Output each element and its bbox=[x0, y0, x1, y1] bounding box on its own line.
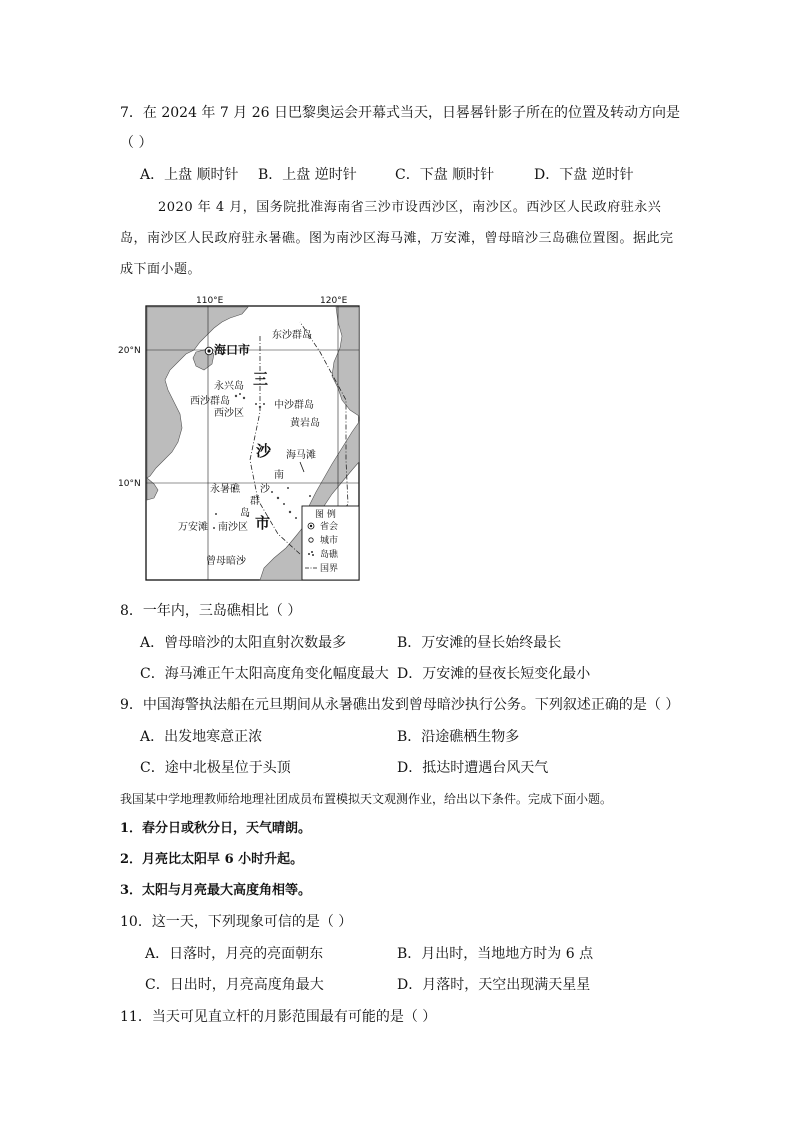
place-yongxing: 永兴岛 bbox=[214, 381, 244, 392]
place-wanan: 万安滩 bbox=[178, 522, 208, 533]
big-char-shi: 市 bbox=[255, 514, 271, 532]
place-haikou: 海口市 bbox=[214, 343, 251, 357]
q9-option-a[interactable]: A．出发地寒意正浓 bbox=[140, 729, 263, 745]
q10-option-a[interactable]: A．日落时，月亮的亮面朝东 bbox=[145, 946, 324, 962]
q9-option-c[interactable]: C．途中北极星位于头顶 bbox=[140, 760, 291, 776]
place-zhongsha: 中沙群岛 bbox=[274, 400, 314, 411]
haikou-capital-icon bbox=[205, 347, 213, 355]
q10-option-d[interactable]: D．月落时，天空出现满天星星 bbox=[397, 977, 591, 993]
q8-option-a[interactable]: A．曾母暗沙的太阳直射次数最多 bbox=[140, 635, 347, 651]
nansha-char-1: 南 bbox=[274, 470, 284, 481]
place-haima: 海马滩 bbox=[286, 450, 316, 461]
place-yongshu: 永暑礁 bbox=[210, 484, 240, 495]
q7-stem-line2: （ ） bbox=[120, 135, 153, 151]
q7-stem-line1: 7．在 2024 年 7 月 26 日巴黎奥运会开幕式当天，日晷晷针影子所在的位置及转动方向是 bbox=[120, 105, 680, 121]
place-xisha-qu: 西沙区 bbox=[214, 408, 244, 419]
q9-option-b[interactable]: B．沿途礁栖生物多 bbox=[397, 729, 520, 745]
legend-city: 城市 bbox=[320, 536, 339, 546]
big-char-sha: 沙 bbox=[256, 442, 272, 460]
nansha-char-3: 群 bbox=[250, 496, 260, 507]
intro2-paragraph: 我国某中学地理教师给地理社团成员布置模拟天文观测作业，给出以下条件。完成下面小题。 bbox=[120, 792, 613, 806]
place-zengmu: 曾母暗沙 bbox=[206, 556, 246, 567]
legend-reef: 岛礁 bbox=[320, 550, 339, 560]
q8-option-c[interactable]: C．海马滩正午太阳高度角变化幅度最大 bbox=[140, 666, 389, 682]
q10-option-b[interactable]: B．月出时，当地地方时为 6 点 bbox=[397, 946, 594, 962]
q9-stem: 9．中国海警执法船在元旦期间从永暑礁出发到曾母暗沙执行公务。下列叙述正确的是（ ） bbox=[120, 697, 680, 713]
legend-capital-icon bbox=[308, 523, 314, 529]
nansha-char-4: 岛 bbox=[240, 508, 250, 519]
q7-option-d[interactable]: D．下盘 逆时针 bbox=[534, 167, 634, 183]
q8-option-d[interactable]: D．万安滩的昼夜长短变化最小 bbox=[397, 666, 591, 682]
lat-label-20: 20°N bbox=[118, 346, 141, 356]
legend-border: 国界 bbox=[320, 564, 339, 574]
intro-paragraph: 2020 年 4 月，国务院批准海南省三沙市设西沙区，南沙区。西沙区人民政府驻永兴岛，南沙区人民政府驻永暑礁。图为南沙区海马滩，万安滩，曾母暗沙三岛礁位置图。据此完成下面小题。 bbox=[120, 200, 674, 277]
place-xisha-qundao: 西沙群岛 bbox=[190, 396, 230, 407]
lon-label-120: 120°E bbox=[320, 296, 348, 306]
map-legend bbox=[302, 506, 359, 580]
south-china-sea-map bbox=[110, 292, 370, 586]
q9-option-d[interactable]: D．抵达时遭遇台风天气 bbox=[397, 760, 549, 776]
condition-3: 3．太阳与月亮最大高度角相等。 bbox=[120, 883, 312, 898]
condition-1: 1．春分日或秋分日，天气晴朗。 bbox=[120, 821, 312, 836]
legend-capital: 省会 bbox=[320, 522, 339, 532]
q7-option-c[interactable]: C．下盘 顺时针 bbox=[395, 167, 495, 183]
q10-option-c[interactable]: C．日出时，月亮高度角最大 bbox=[145, 977, 324, 993]
q10-stem: 10．这一天，下列现象可信的是（ ） bbox=[120, 914, 353, 930]
lon-label-110: 110°E bbox=[196, 296, 224, 306]
legend-city-icon bbox=[309, 538, 313, 542]
place-nansha-qu: 南沙区 bbox=[218, 522, 248, 533]
lat-label-10: 10°N bbox=[118, 479, 141, 489]
big-char-san: 三 bbox=[253, 370, 269, 388]
q7-option-a[interactable]: A．上盘 顺时针 bbox=[140, 167, 239, 183]
legend-title: 图 例 bbox=[315, 510, 336, 520]
q8-stem: 8．一年内，三岛礁相比（ ） bbox=[120, 603, 302, 619]
place-dongsha: 东沙群岛 bbox=[272, 330, 312, 341]
q7-option-b[interactable]: B．上盘 逆时针 bbox=[258, 167, 357, 183]
q11-stem: 11．当天可见直立杆的月影范围最有可能的是（ ） bbox=[120, 1009, 437, 1025]
condition-2: 2．月亮比太阳早 6 小时升起。 bbox=[120, 852, 304, 867]
place-huangyan: 黄岩岛 bbox=[290, 418, 320, 429]
nansha-char-2: 沙 bbox=[260, 484, 270, 495]
q8-option-b[interactable]: B．万安滩的昼长始终最长 bbox=[397, 635, 562, 651]
